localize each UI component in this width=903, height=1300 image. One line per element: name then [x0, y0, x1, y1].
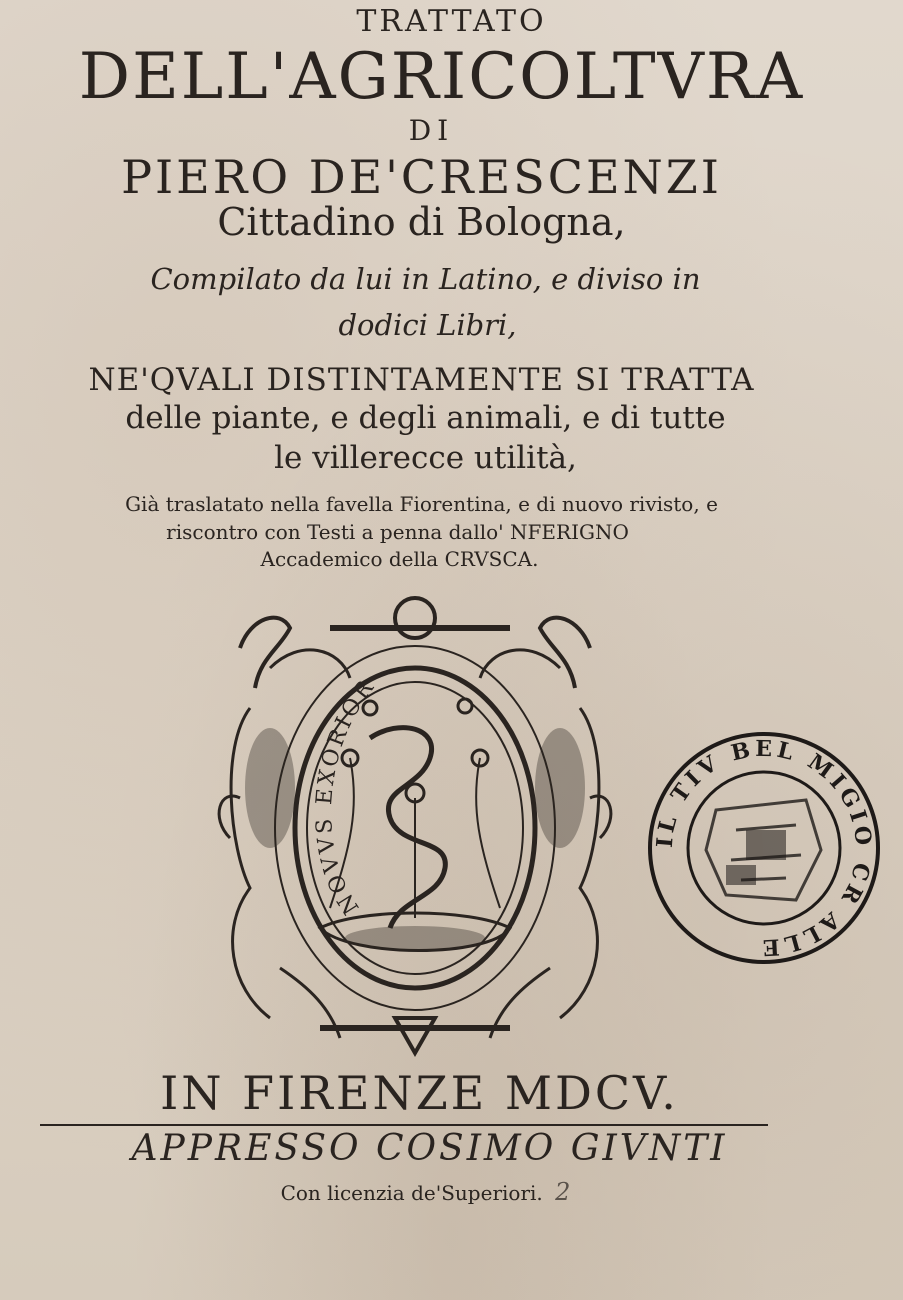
- library-stamp: [646, 730, 882, 966]
- description-line-3: le villerecce utilità,: [274, 440, 577, 476]
- license-line: [0, 1178, 877, 1206]
- translation-note-line-1: Già traslatato nella favella Fiorentina, e di nuovo rivisto, e: [125, 492, 718, 516]
- title-line-trattato: TRATTATO: [356, 4, 547, 39]
- author-name: PIERO DE'CRESCENZI: [121, 150, 722, 204]
- subtitle-line-2: dodici Libri,: [338, 308, 517, 342]
- stamp-legend: IL TIV BEL MIGIO CR ALLE: [651, 735, 877, 961]
- translation-note-line-2: riscontro con Testi a penna dallo' NFERIGNO: [166, 520, 629, 544]
- imprint-place-date: IN FIRENZE MDCV.: [160, 1066, 679, 1120]
- description-line-1: NE'QVALI DISTINTAMENTE SI TRATTA: [88, 362, 755, 398]
- author-origin: Cittadino di Bologna,: [217, 200, 626, 244]
- imprint-printer: APPRESSO COSIMO GIVNTI: [131, 1128, 728, 1169]
- subtitle-line-1: Compilato da lui in Latino, e diviso in: [150, 262, 701, 296]
- device-motto: NOVVS EXORIOR: [311, 673, 381, 919]
- svg-text:NOVVS EXORIOR: [312, 674, 381, 919]
- printer-device-woodcut: [210, 588, 620, 1058]
- translation-note-line-3: Accademico della CRVSCA.: [260, 547, 539, 571]
- title-line-di: DI: [408, 114, 455, 147]
- imprint-rule: [40, 1124, 768, 1126]
- title-line-agricoltura: DELL'AGRICOLTVRA: [78, 40, 805, 114]
- description-line-2: delle piante, e degli animali, e di tutte: [125, 400, 726, 436]
- handwritten-note: 2: [555, 1178, 571, 1206]
- license-text: Con licenzia de'Superiori.: [280, 1181, 543, 1205]
